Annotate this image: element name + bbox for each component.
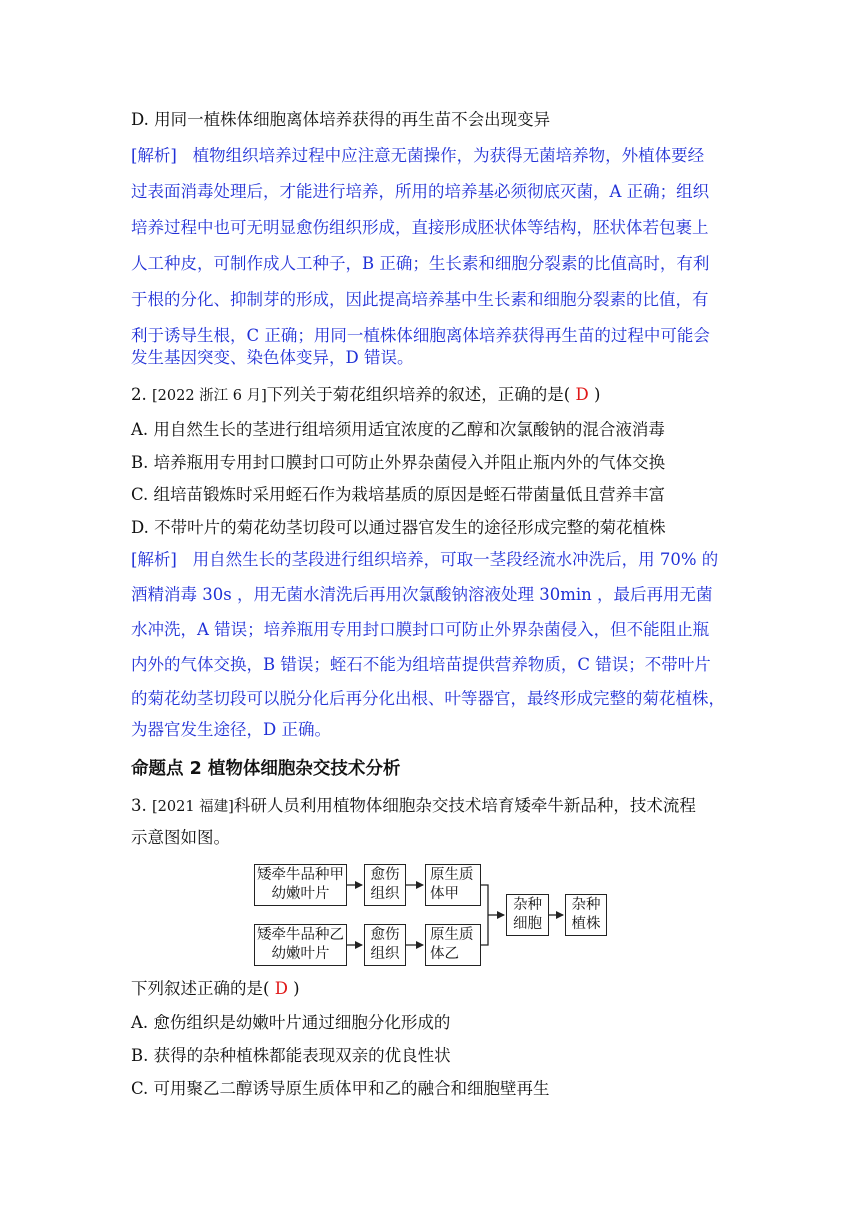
box-hybrid-plant [565, 894, 607, 936]
q2-option-b: B. 培养瓶用专用封口膜封口可防止外界杂菌侵入并阻止瓶内外的气体交换 [131, 453, 666, 472]
box-protoplast-b [425, 924, 481, 966]
box-callus-b-line2: 组织 [370, 946, 400, 962]
q3-stem-text: 科研人员利用植物体细胞杂交技术培育矮牵牛新品种，技术流程 [233, 796, 696, 815]
box-variety-b-leaves [254, 924, 347, 966]
q3-source: [2021 福建] [152, 799, 234, 815]
box-protoplast-a-line1: 原生质 [430, 867, 474, 883]
q3-option-b: B. 获得的杂种植株都能表现双亲的优良性状 [131, 1046, 451, 1065]
q3-prompt-text: 下列叙述正确的是( [131, 979, 270, 998]
box-hybrid-cell [506, 894, 549, 936]
q3-close-paren: ) [293, 979, 300, 998]
box-variety-b-line1: 矮牵牛品种乙 [257, 927, 344, 943]
box-variety-a-line1: 矮牵牛品种甲 [257, 867, 344, 883]
q2-analysis-line-4: 内外的气体交换，B 错误；蛭石不能为组培苗提供营养物质，C 错误；不带叶片 [131, 655, 711, 674]
q2-option-a: A. 用自然生长的茎进行组培须用适宜浓度的乙醇和次氯酸钠的混合液消毒 [131, 420, 665, 439]
box-variety-b-line2: 幼嫩叶片 [271, 946, 330, 962]
box-variety-a-leaves [254, 864, 347, 906]
box-callus-b [364, 924, 406, 966]
box-protoplast-b-line1: 原生质 [430, 927, 474, 943]
q2-answer: D [575, 385, 589, 404]
q1-analysis-line-5: 于根的分化、抑制芽的形成，因此提高培养基中生长素和细胞分裂素的比值，有 [131, 290, 709, 309]
q2-number: 2. [131, 385, 147, 404]
q3-stem-line-2: 示意图如图。 [131, 828, 230, 847]
section-heading: 命题点 2 植物体细胞杂交技术分析 [131, 759, 401, 779]
box-hybrid-plant-line2: 植株 [571, 916, 601, 932]
q2-analysis-label: [解析] [131, 550, 177, 569]
q3-answer: D [274, 979, 288, 998]
box-callus-a-line1: 愈伤 [370, 867, 400, 883]
q1-analysis-line-4: 人工种皮，可制作成人工种子，B 正确；生长素和细胞分裂素的比值高时，有利 [131, 254, 710, 273]
q1-analysis-label: [解析] [131, 146, 177, 165]
box-variety-a-line2: 幼嫩叶片 [271, 886, 330, 902]
box-hybrid-plant-line1: 杂种 [571, 897, 601, 913]
q2-option-d: D. 不带叶片的菊花幼茎切段可以通过器官发生的途径形成完整的菊花植株 [131, 518, 666, 537]
merge-bracket [481, 885, 488, 945]
box-callus-a-line2: 组织 [370, 886, 400, 902]
box-protoplast-b-line2: 体乙 [430, 946, 459, 962]
q1-analysis-line-6: 利于诱导生根，C 正确；用同一植株体细胞离体培养获得再生苗的过程中可能会 [131, 326, 710, 345]
q2-analysis-line-3: 水冲洗，A 错误；培养瓶用专用封口膜封口可防止外界杂菌侵入，但不能阻止瓶 [131, 620, 710, 639]
box-callus-a [364, 864, 406, 906]
box-protoplast-a-line2: 体甲 [430, 886, 459, 902]
q2-analysis-line-6: 为器官发生途径，D 正确。 [131, 720, 331, 739]
q2-analysis-line-2: 酒精消毒 30s ，用无菌水清洗后再用次氯酸钠溶液处理 30min ，最后再用无菌 [131, 585, 713, 604]
q1-option-d: D. 用同一植株体细胞离体培养获得的再生苗不会出现变异 [131, 110, 551, 129]
q1-analysis-line-7: 发生基因突变、染色体变异，D 错误。 [131, 348, 414, 367]
q1-analysis-line-3: 培养过程中也可无明显愈伤组织形成，直接形成胚状体等结构，胚状体若包裹上 [131, 218, 709, 237]
q3-option-c: C. 可用聚乙二醇诱导原生质体甲和乙的融合和细胞壁再生 [131, 1079, 550, 1098]
box-hybrid-cell-line1: 杂种 [513, 897, 542, 913]
q2-analysis-line-5: 的菊花幼茎切段可以脱分化后再分化出根、叶等器官，最终形成完整的菊花植株， [131, 689, 725, 708]
q2-source: [2022 浙江 6 月] [152, 388, 267, 404]
q2-stem-text: 下列关于菊花组织培养的叙述，正确的是( [266, 385, 571, 404]
box-hybrid-cell-line2: 细胞 [513, 916, 542, 932]
q3-prompt [131, 979, 300, 999]
q2-option-c: C. 组培苗锻炼时采用蛭石作为栽培基质的原因是蛭石带菌量低且营养丰富 [131, 485, 666, 504]
box-callus-b-line1: 愈伤 [370, 927, 400, 943]
q2-analysis-text: 用自然生长的茎段进行组织培养，可取一茎段经流水冲洗后，用 70% 的 [192, 550, 719, 569]
box-protoplast-a [425, 864, 481, 906]
q3-number: 3. [131, 796, 147, 815]
q2-close-paren: ) [593, 385, 601, 404]
q1-analysis-line-2: 过表面消毒处理后，才能进行培养，所用的培养基必须彻底灭菌，A 正确；组织 [131, 182, 710, 201]
q3-option-a: A. 愈伤组织是幼嫩叶片通过细胞分化形成的 [131, 1013, 451, 1032]
q1-analysis-text: 植物组织培养过程中应注意无菌操作，为获得无菌培养物，外植体要经 [192, 146, 705, 165]
